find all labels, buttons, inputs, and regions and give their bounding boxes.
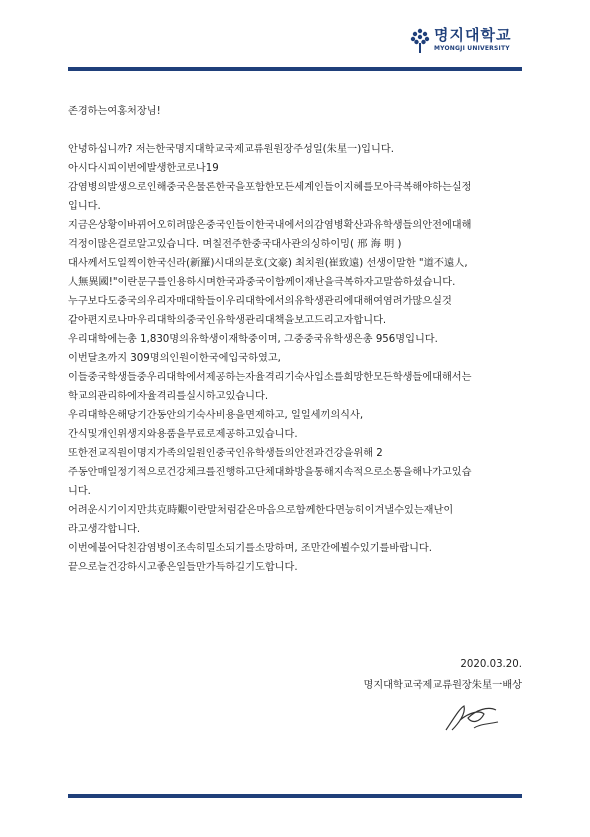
letterhead-logo xyxy=(410,24,520,58)
letter-line: 또한전교직원이명지가족의일원인중국인유학생들의안전과건강을위해 2 xyxy=(68,448,383,459)
letter-line: 감염병의발생으로인해중국은물론한국을포함한모든세계인들이지혜를모아극복해야하는실정 xyxy=(68,182,472,193)
letter-line: 이들중국학생들중우리대학에서제공하는자율격리기숙사입소를희망한모든학생들에대해서는 xyxy=(68,372,472,383)
letter-line: 학교의관리하에자율격리를실시하고있습니다. xyxy=(68,391,269,402)
letter-line: 끝으로늘건강하시고좋은일들만가득하길기도합니다. xyxy=(68,562,298,573)
letter-line: 지금은상황이바뀌어오히려많은중국인들이한국내에서의감염병확산과유학생들의안전에대해 xyxy=(68,220,472,231)
letter-line: 안녕하십니까? 저는한국명지대학교국제교류원원장주성일(朱星一)입니다. xyxy=(68,144,394,155)
closing-block xyxy=(364,654,523,696)
letter-line: 걱정이많은걸로알고있습니다. 며칠전주한중국대사관의싱하이밍( 邢 海 明 ) xyxy=(68,239,402,250)
letter-line: 어려운시기이지만共克時艱이란말처럼같은마음으로함께한다면능히이겨낼수있는재난이 xyxy=(68,505,454,516)
tree-logo-icon xyxy=(410,26,430,54)
letter-line: 우리대학은해당기간동안의기숙사비용을면제하고, 일일세끼의식사, xyxy=(68,410,364,421)
signer-name: 명지대학교국제교류원장朱星一배상 xyxy=(363,680,522,691)
letter-line: 아시다시피이번에발생한코로나19 xyxy=(68,163,219,174)
bottom-rule xyxy=(68,794,522,798)
logo-korean-name: 명지대학교 xyxy=(434,26,512,44)
letter-line: 누구보다도중국의우리자매대학들이우리대학에서의유학생관리에대해여염려가많으실것 xyxy=(68,296,452,307)
letter-line: 이번달초까지 309명의인원이한국에입국하였고, xyxy=(68,353,281,364)
letter-line: 같아편지로나마우리대학의중국인유학생관리대책을보고드리고자합니다. xyxy=(68,315,387,326)
letter-line: 주동안매일정기적으로건강체크를진행하고단체대화방을통해지속적으로소통을해나가고있습 xyxy=(68,467,472,478)
letter-line: 대사께서도일찍이한국신라(新羅)시대의문호(文豪) 최치원(崔致遠) 선생이말한 "道不遠人, xyxy=(68,258,468,269)
letter-line: 간식및개인위생지와용품을무료로제공하고있습니다. xyxy=(68,429,298,440)
letter-body xyxy=(68,102,522,577)
handwritten-signature xyxy=(440,700,502,736)
letter-line: 우리대학에는총 1,830명의유학생이재학중이며, 그중중국유학생은총 956명입니다. xyxy=(68,334,438,345)
letter-line: 입니다. xyxy=(68,201,101,212)
greeting: 존경하는여홍처장님! xyxy=(68,106,161,117)
letter-date: 2020.03.20. xyxy=(460,659,522,670)
logo-english-name: MYONGJI UNIVERSITY xyxy=(434,45,510,52)
top-rule xyxy=(68,67,522,71)
letter-line: 니다. xyxy=(68,486,91,497)
letter-line: 이번에불어닥친감염병이조속히밀소되기를소망하며, 조만간에뵐수있기를바랍니다. xyxy=(68,543,432,554)
letter-line: 人無異國!"이란문구를인용하시며한국과중국이함께이재난을극복하자고말씀하셨습니다. xyxy=(68,277,456,288)
letter-line: 라고생각합니다. xyxy=(68,524,141,535)
